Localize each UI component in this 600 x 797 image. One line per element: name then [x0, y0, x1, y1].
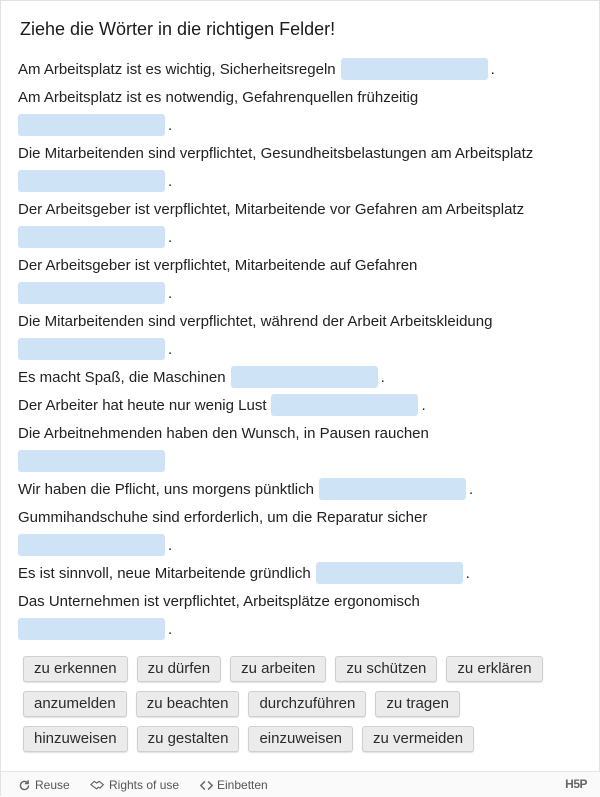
- drop-zone-9[interactable]: [18, 450, 165, 472]
- drop-zone-11[interactable]: [18, 534, 165, 556]
- sentence-3: [18, 140, 590, 196]
- sentence-period: .: [168, 285, 173, 302]
- draggable-word[interactable]: hinzuweisen: [23, 726, 128, 752]
- sentence-text: Der Arbeitsgeber ist verpflichtet, Mitarbeitende vor Gefahren am Arbeitsplatz: [18, 201, 525, 218]
- sentence-period: .: [168, 537, 173, 554]
- draggable-word[interactable]: zu arbeiten: [230, 656, 326, 682]
- sentence-text: Der Arbeitsgeber ist verpflichtet, Mitarbeitende auf Gefahren: [18, 257, 418, 274]
- sentence-text: Der Arbeiter hat heute nur wenig Lust: [18, 397, 267, 414]
- rights-label: Rights of use: [109, 778, 180, 792]
- sentence-text: Am Arbeitsplatz ist es notwendig, Gefahrenquellen frühzeitig: [18, 89, 419, 106]
- reuse-label: Reuse: [35, 778, 70, 792]
- word-row: [23, 656, 583, 691]
- sentence-12: [18, 560, 590, 588]
- drop-zone-7[interactable]: [231, 366, 378, 388]
- draggable-word[interactable]: zu vermeiden: [362, 726, 474, 752]
- drop-zone-6[interactable]: [18, 338, 165, 360]
- drop-zone-1[interactable]: [341, 58, 488, 80]
- sentence-text: Die Mitarbeitenden sind verpflichtet, während der Arbeit Arbeitskleidung: [18, 313, 493, 330]
- sentence-7: [18, 364, 590, 392]
- sentence-text: Das Unternehmen ist verpflichtet, Arbeitsplätze ergonomisch: [18, 593, 420, 610]
- sentence-text: Es ist sinnvoll, neue Mitarbeitende gründlich: [18, 565, 311, 582]
- sentence-9: [18, 420, 590, 476]
- draggable-word[interactable]: zu schützen: [335, 656, 437, 682]
- draggable-word[interactable]: zu erkennen: [23, 656, 128, 682]
- sentence-period: .: [168, 117, 173, 134]
- sentence-period: .: [168, 173, 173, 190]
- drop-zone-2[interactable]: [18, 114, 165, 136]
- drop-zone-10[interactable]: [319, 478, 466, 500]
- reuse-icon: [18, 779, 31, 792]
- sentence-8: [18, 392, 590, 420]
- sentence-text: Die Mitarbeitenden sind verpflichtet, Gesundheitsbelastungen am Arbeitsplatz: [18, 145, 534, 162]
- copyright-icon: [90, 779, 105, 792]
- sentence-10: [18, 476, 590, 504]
- word-pool: [23, 656, 583, 761]
- sentence-13: [18, 588, 590, 644]
- sentence-1: [18, 56, 590, 84]
- draggable-word[interactable]: zu beachten: [136, 691, 240, 717]
- embed-button[interactable]: [200, 778, 268, 792]
- word-row: [23, 691, 583, 726]
- sentence-text: Die Arbeitnehmenden haben den Wunsch, in Pausen rauchen: [18, 425, 429, 442]
- task-title: Ziehe die Wörter in die richtigen Felder!: [20, 19, 336, 39]
- sentence-5: [18, 252, 590, 308]
- sentence-11: [18, 504, 590, 560]
- rights-of-use-button[interactable]: [90, 778, 179, 792]
- sentence-period: .: [465, 565, 470, 582]
- draggable-word[interactable]: einzuweisen: [248, 726, 353, 752]
- embed-label: Einbetten: [217, 778, 268, 792]
- sentence-4: [18, 196, 590, 252]
- h5p-logo[interactable]: H5P: [565, 777, 587, 791]
- sentence-text: Am Arbeitsplatz ist es wichtig, Sicherheitsregeln: [18, 61, 336, 78]
- sentence-period: .: [380, 369, 385, 386]
- sentence-period: .: [168, 229, 173, 246]
- sentence-period: .: [168, 341, 173, 358]
- drop-zone-8[interactable]: [271, 394, 418, 416]
- drop-zone-5[interactable]: [18, 282, 165, 304]
- drop-zone-3[interactable]: [18, 170, 165, 192]
- reuse-button[interactable]: [18, 778, 70, 792]
- drop-zone-4[interactable]: [18, 226, 165, 248]
- sentence-period: .: [468, 481, 474, 498]
- sentence-period: .: [421, 397, 426, 414]
- drop-zone-12[interactable]: [316, 562, 463, 584]
- sentence-period: .: [168, 621, 173, 638]
- draggable-word[interactable]: zu dürfen: [137, 656, 222, 682]
- draggable-word[interactable]: zu gestalten: [137, 726, 240, 752]
- sentence-period: .: [490, 61, 495, 78]
- word-row: [23, 726, 583, 761]
- h5p-actions-bar: [1, 771, 600, 797]
- sentence-text: Gummihandschuhe sind erforderlich, um die Reparatur sicher: [18, 509, 428, 526]
- sentence-6: [18, 308, 590, 364]
- sentence-2: [18, 84, 590, 140]
- sentence-text: Es macht Spaß, die Maschinen: [18, 369, 226, 386]
- sentence-text: Wir haben die Pflicht, uns morgens pünktlich: [18, 481, 314, 498]
- draggable-word[interactable]: anzumelden: [23, 691, 127, 717]
- embed-code-icon: [200, 779, 213, 792]
- draggable-word[interactable]: zu erklären: [446, 656, 542, 682]
- drop-zone-13[interactable]: [18, 618, 165, 640]
- draggable-word[interactable]: zu tragen: [375, 691, 460, 717]
- draggable-word[interactable]: durchzuführen: [248, 691, 366, 717]
